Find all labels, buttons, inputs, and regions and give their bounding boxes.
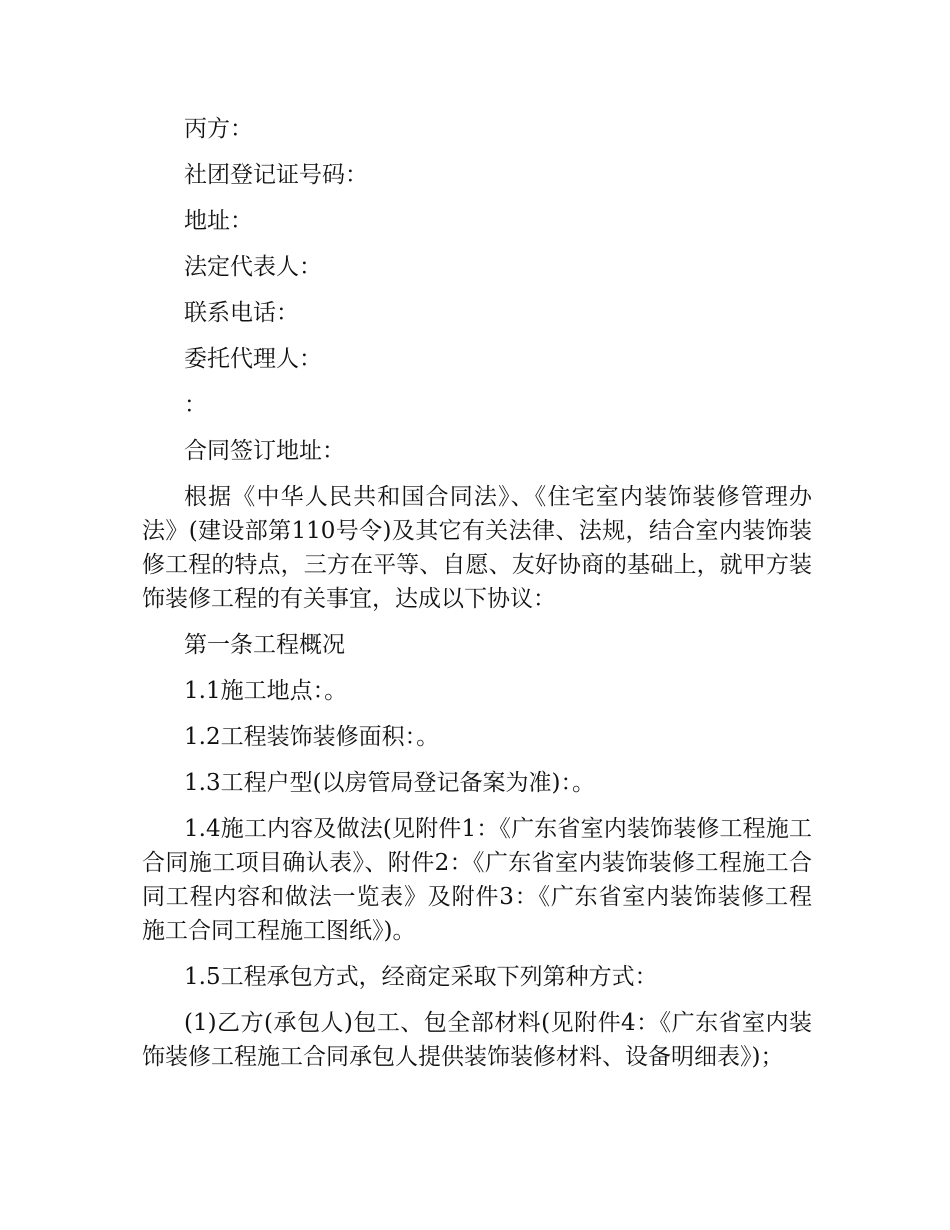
legal-representative-label: 法定代表人： [184, 254, 322, 280]
preamble-paragraph: 根据《中华人民共和国合同法》、《住宅室内装饰装修管理办法》(建设部第110号令)及其它有关法律、法规，结合室内装饰装修工程的特点，三方在平等、自愿、友好协商的基础上，就甲方装饰装修工程的有关事宜，达成以下协议： [142, 484, 812, 612]
phone-label: 联系电话： [184, 300, 299, 326]
registration-number-label: 社团登记证号码： [184, 162, 368, 188]
signing-address-label: 合同签订地址： [184, 438, 345, 464]
clause-1-5: 1.5工程承包方式，经商定采取下列第种方式： [184, 964, 658, 990]
agent-label: 委托代理人： [184, 346, 322, 372]
party-c-label: 丙方： [184, 116, 253, 142]
blank-colon-line: ： [184, 392, 207, 418]
clause-1-5-option-1: (1)乙方(承包人)包工、包全部材料(见附件4：《广东省室内装饰装修工程施工合同承包人提供装饰装修材料、设备明细表》)； [142, 1010, 812, 1070]
document-body [142, 112, 812, 1086]
clause-1-4: 1.4施工内容及做法(见附件1：《广东省室内装饰装修工程施工合同施工项目确认表》、附件2：《广东省室内装饰装修工程施工合同工程内容和做法一览表》及附件3：《广东省室内装饰装修工程施工合同工程施工图纸》)。 [142, 816, 812, 944]
clause-1-3: 1.3工程户型(以房管局登记备案为准)：。 [184, 770, 596, 796]
article-one-heading: 第一条工程概况 [184, 632, 345, 658]
clause-1-2: 1.2工程装饰装修面积：。 [184, 724, 440, 750]
address-label: 地址： [184, 208, 253, 234]
clause-1-1: 1.1施工地点：。 [184, 678, 348, 704]
